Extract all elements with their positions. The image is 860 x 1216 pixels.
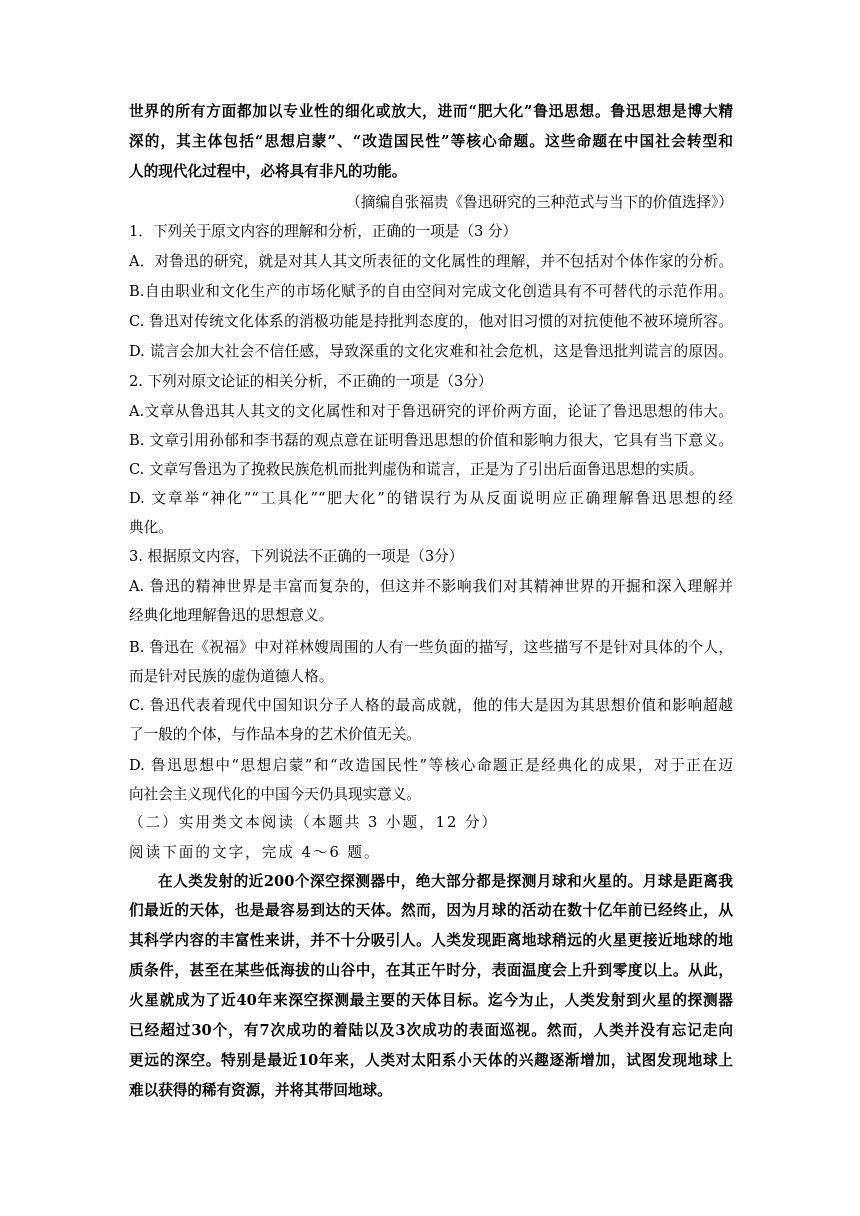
passage2-line: 其科学内容的丰富性来讲，并不十分吸引人。人类发现距离地球稍远的火星更接近地球的地 bbox=[129, 932, 733, 949]
question-3-option-c-cont: 了一般的个体，与作品本身的艺术价值无关。 bbox=[129, 726, 421, 743]
passage1-line: 深的，其主体包括“思想启蒙”、“改造国民性”等核心命题。这些命题在中国社会转型和 bbox=[129, 133, 733, 150]
question-3-option-a-cont: 经典化地理解鲁迅的思想意义。 bbox=[129, 607, 334, 624]
question-1-option-d: D. 谎言会加大社会不信任感，导致深重的文化灾难和社会危机，这是鲁迅批判谎言的原因。 bbox=[129, 343, 733, 360]
passage2-line: 在人类发射的近200个深空探测器中，绝大部分都是探测月球和火星的。月球是距离我 bbox=[158, 873, 733, 890]
question-2-option-d: D. 文章举“神化”“工具化”“肥大化”的错误行为从反面说明应正确理解鲁迅思想的经 bbox=[129, 490, 733, 507]
question-3-option-d: D. 鲁迅思想中“思想启蒙”和“改造国民性”等核心命题正是经典化的成果，对于正在迈 bbox=[129, 757, 733, 774]
question-2-option-b: B. 文章引用孙郁和李书磊的观点意在证明鲁迅思想的价值和影响力很大，它具有当下意义。 bbox=[129, 432, 733, 449]
passage1-line: 世界的所有方面都加以专业性的细化或放大，进而“肥大化”鲁迅思想。鲁迅思想是博大精 bbox=[129, 103, 733, 120]
question-2-stem: 2. 下列对原文论证的相关分析，不正确的一项是（3分） bbox=[129, 373, 493, 390]
question-2-option-c: C. 文章写鲁迅为了挽救民族危机而批判虚伪和谎言，正是为了引出后面鲁迅思想的实质。 bbox=[129, 461, 704, 478]
section-2-title: （二）实用类文本阅读（本题共 3 小题，12 分） bbox=[129, 814, 499, 831]
question-1-stem: 1．下列关于原文内容的理解和分析，正确的一项是（3 分） bbox=[129, 223, 518, 240]
passage1-line: 人的现代化过程中，必将具有非凡的功能。 bbox=[129, 163, 407, 180]
passage2-line: 火星就成为了近40年来深空探测最主要的天体目标。迄今为止，人类发射到火星的探测器 bbox=[129, 992, 733, 1009]
passage2-line: 难以获得的稀有资源，并将其带回地球。 bbox=[129, 1082, 392, 1099]
question-3-option-a: A. 鲁迅的精神世界是丰富而复杂的，但这并不影响我们对其精神世界的开掘和深入理解并 bbox=[129, 578, 733, 595]
section-2-instruction: 阅读下面的文字，完成 4～6 题。 bbox=[129, 844, 381, 861]
question-3-option-b: B. 鲁迅在《祝福》中对祥林嫂周围的人有一些负面的描写，这些描写不是针对具体的个人， bbox=[129, 639, 733, 656]
question-2-option-d-cont: 典化。 bbox=[129, 519, 173, 536]
question-3-option-d-cont: 向社会主义现代化的中国今天仍具现实意义。 bbox=[129, 786, 421, 803]
source-citation: （摘编自张福贵《鲁迅研究的三种范式与当下的价值选择》） bbox=[346, 194, 733, 211]
passage2-line: 们最近的天体，也是最容易到达的天体。然而，因为月球的活动在数十亿年前已经终止，从 bbox=[129, 902, 733, 919]
question-1-option-b: B.自由职业和文化生产的市场化赋予的自由空间对完成文化创造具有不可替代的示范作用。 bbox=[129, 283, 733, 300]
question-3-option-b-cont: 而是针对民族的虚伪道德人格。 bbox=[129, 668, 334, 685]
passage2-line: 已经超过30个，有7次成功的着陆以及3次成功的表面巡视。然而，人类并没有忘记走向 bbox=[129, 1022, 733, 1039]
question-1-option-a: A．对鲁迅的研究，就是对其人其文所表征的文化属性的理解，并不包括对个体作家的分析。 bbox=[129, 253, 733, 270]
question-3-stem: 3. 根据原文内容，下列说法不正确的一项是（3分） bbox=[129, 548, 464, 565]
passage2-line: 更远的深空。特别是最近10年来，人类对太阳系小天体的兴趣逐渐增加，试图发现地球上 bbox=[129, 1052, 733, 1069]
question-3-option-c: C. 鲁迅代表着现代中国知识分子人格的最高成就，他的伟大是因为其思想价值和影响超越 bbox=[129, 697, 733, 714]
passage2-line: 质条件，甚至在某些低海拔的山谷中，在其正午时分，表面温度会上升到零度以上。从此， bbox=[129, 962, 733, 979]
question-2-option-a: A.文章从鲁迅其人其文的文化属性和对于鲁迅研究的评价两方面，论证了鲁迅思想的伟大。 bbox=[129, 403, 733, 420]
question-1-option-c: C. 鲁迅对传统文化体系的消极功能是持批判态度的，他对旧习惯的对抗使他不被环境所容。 bbox=[129, 313, 733, 330]
